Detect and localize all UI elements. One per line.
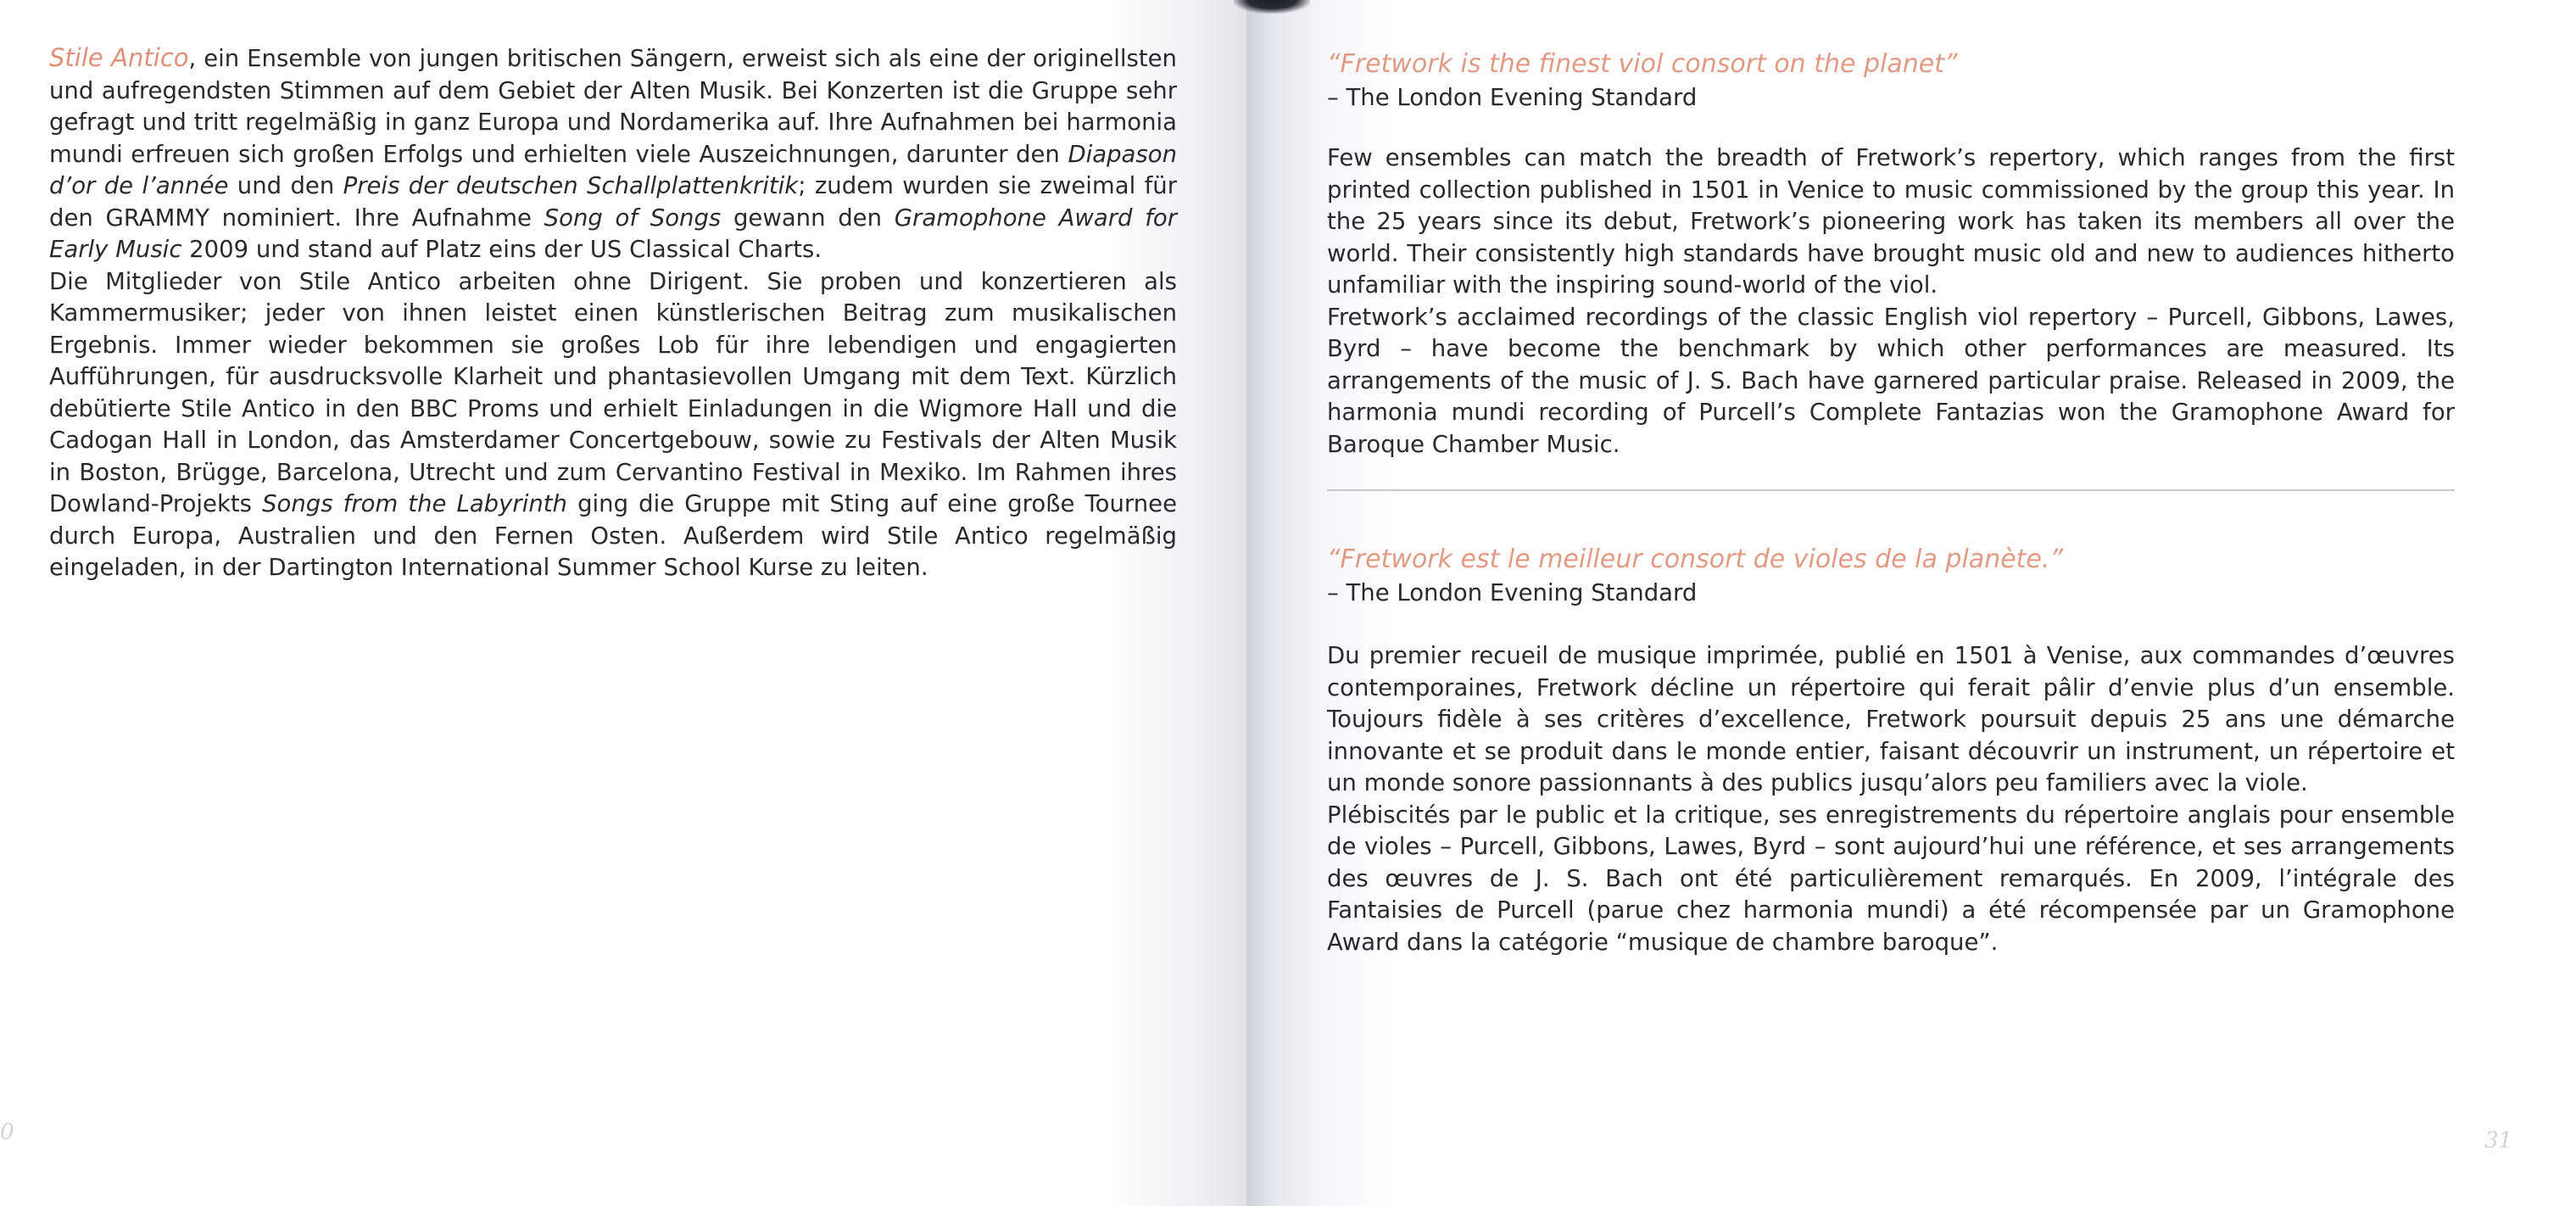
award-preis: Preis der deutschen Schallplattenkritik <box>343 172 799 199</box>
project-title: Songs from the Labyrinth <box>262 490 567 517</box>
right-page <box>1246 0 2576 1206</box>
section-divider <box>1327 489 2455 491</box>
french-biography <box>1327 640 2455 958</box>
bio-text: Die Mitglieder von Stile Antico arbeiten ohne Dirigent. Sie proben und konzertieren als Kammermusiker; jeder von ihnen leistet einen künstlerischen Beitrag zum musikalischen Ergebnis. Immer wieder bekommen sie großes Lob für ihre lebendigen und engagierten Aufführungen, für ausdrucksvolle Klarheit und phantasievollen Umgang mit dem Text. Kürzlich debütierte Stile Antico in den BBC Proms und erhielt Einladungen in die Wigmore Hall und die Cadogan Hall in London, das Amsterdamer Concertgebouw, sowie zu Festivals der Alten Musik in Boston, Brügge, Barcelona, Utrecht und zum Cervantino Festival in Mexiko. Im Rahmen ihres Dowland-Projekts <box>49 267 1177 517</box>
bio-text: gewann den <box>721 204 895 232</box>
french-paragraph-2: Plébiscités par le public et la critique, ses enregistrements du répertoire anglais pour ensemble de violes – Purcell, Gibbons, Lawes, Byrd – sont aujourd’hui une référence, et ses arrangements des œuvres de J. S. Bach ont été particulièrement remarqués. En 2009, l’intégrale des Fantaisies de Purcell (parue chez harmonia mundi) a été récompensée par un Gramophone Award dans la catégorie “musique de chambre baroque”. <box>1327 801 2455 956</box>
bio-text: 2009 und stand auf Platz eins der US Classical Charts. <box>181 236 822 263</box>
english-paragraph-2: Fretwork’s acclaimed recordings of the classic English viol repertory – Purcell, Gibbons, Lawes, Byrd – have become the benchmark by which other performances are measured. Its arrangements of the music of J. S. Bach have garnered particular praise. Released in 2009, the harmonia mundi recording of Purcell’s Complete Fantazias won the Gramophone Award for Baroque Chamber Music. <box>1327 303 2455 458</box>
english-biography <box>1327 142 2455 461</box>
bio-text: , ein Ensemble von jungen britischen Sängern, erweist sich als eine der originellsten und aufregendsten Stimmen auf dem Gebiet der Alten Musik. Bei Konzerten ist die Gruppe sehr gefragt und tritt regelmäßig in ganz Europa und Nordamerika auf. Ihre Aufnahmen bei harmonia mundi erfreuen sich großen Erfolgs und erhielten viele Auszeichnungen, darunter den <box>49 45 1177 168</box>
award-gramophone: Gramophone Award for Early Music <box>49 204 1178 263</box>
french-paragraph-1: Du premier recueil de musique imprimée, publié en 1501 à Venise, aux commandes d’œuvres contemporaines, Fretwork décline un répertoire qui ferait pâlir d’envie plus d’un ensemble. Toujours fidèle à ses critères d’excellence, Fretwork poursuit depuis 25 ans une démarche innovante et se produit dans le monde entier, faisant découvrir un instrument, un répertoire et un monde sonore passionnants à des publics jusqu’alors peu familiers avec la viole. <box>1327 642 2455 796</box>
bio-paragraph-1 <box>49 42 1177 266</box>
page-number-left: 0 <box>0 1119 14 1145</box>
bio-paragraph-2 <box>49 266 1177 584</box>
binding-shadow <box>1234 0 1310 14</box>
english-paragraph-1: Few ensembles can match the breadth of Fretwork’s repertory, which ranges from the first printed collection published in 1501 in Venice to music commissioned by the group this year. In the 25 years since its debut, Fretwork’s pioneering work has taken its members all over the world. Their consistently high standards have brought music old and new to audiences hitherto unfamiliar with the inspiring sound-world of the viol. <box>1327 144 2455 299</box>
french-quote-block <box>1327 543 2455 609</box>
left-page <box>0 0 1246 1206</box>
award-diapason: Diapason d’or de l’année <box>49 140 1177 199</box>
english-press-quote: “Fretwork is the finest viol consort on the planet” <box>1327 49 1958 79</box>
stile-antico-biography <box>49 42 1177 584</box>
bio-text: ; zudem wurden sie zweimal für den GRAMMY nominiert. Ihre Aufnahme <box>49 172 1178 232</box>
english-quote-attribution: – The London Evening Standard <box>1327 84 1698 111</box>
english-quote-block <box>1327 47 2455 114</box>
bio-text: ging die Gruppe mit Sting auf eine große Tournee durch Europa, Australien und den Fernen Osten. Außerdem wird Stile Antico regelmäßig eingeladen, in der Dartington International Summer School Kurse zu leiten. <box>49 490 1177 581</box>
album-title: Song of Songs <box>544 204 722 232</box>
page-number-right: 31 <box>2484 1128 2513 1153</box>
bio-text: und den <box>228 172 343 199</box>
french-quote-attribution: – The London Evening Standard <box>1327 579 1698 606</box>
ensemble-name-lead: Stile Antico <box>49 43 189 72</box>
french-press-quote: “Fretwork est le meilleur consort de violes de la planète.” <box>1327 544 2063 574</box>
